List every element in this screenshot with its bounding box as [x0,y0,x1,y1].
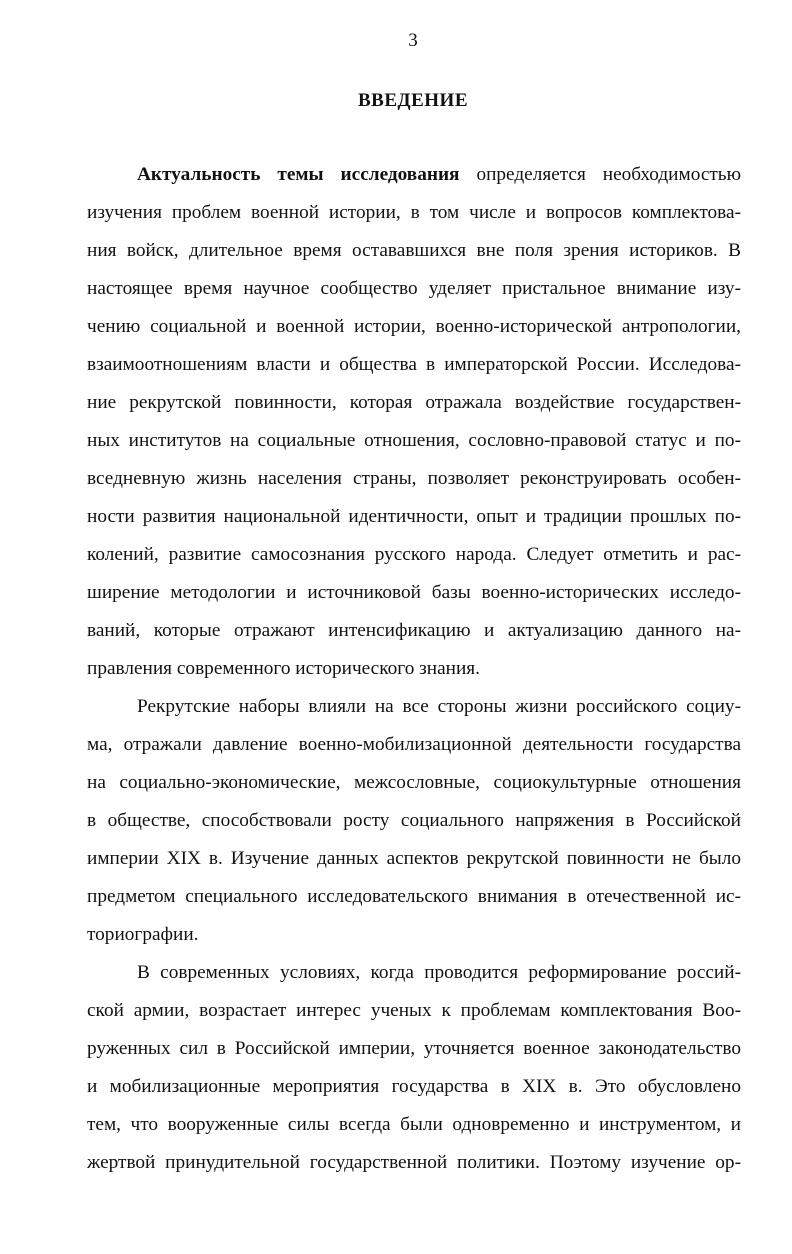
text-line: ние рекрутской повинности, которая отражала воздействие государствен- [87,392,741,413]
text-line: ности развития национальной идентичности, опыт и традиции прошлых по- [87,506,741,527]
text-line: ваний, которые отражают интенсификацию и актуализацию данного на- [87,620,741,641]
paragraph-1 [87,156,741,688]
page-number: 3 [408,30,418,51]
text-line: колений, развитие самосознания русского народа. Следует отметить и рас- [87,544,741,565]
text-line: на социально-экономические, межсословные, социокультурные отношения [87,772,741,793]
text-line: правления современного исторического знания. [87,658,480,679]
text-line [87,156,741,194]
section-heading: ВВЕДЕНИЕ [358,90,468,111]
text-line: ториографии. [87,924,199,945]
text-line: изучения проблем военной истории, в том числе и вопросов комплектова- [87,202,741,223]
text-line: и мобилизационные мероприятия государства в XIX в. Это обусловлено [87,1076,741,1097]
text-line: тем, что вооруженные силы всегда были одновременно и инструментом, и [87,1114,741,1135]
text-line: В современных условиях, когда проводится реформирование россий- [137,962,741,983]
paragraph-3 [87,954,741,1182]
text-line: в обществе, способствовали росту социального напряжения в Российской [87,810,741,831]
text-line: предметом специального исследовательского внимания в отечественной ис- [87,886,741,907]
text-line: настоящее время научное сообщество уделяет пристальное внимание изу- [87,278,741,299]
paragraph-2 [87,688,741,954]
text-line: взаимоотношениям власти и общества в императорской России. Исследова- [87,354,741,375]
text-line: ской армии, возрастает интерес ученых к проблемам комплектования Воо- [87,1000,741,1021]
text-line: ма, отражали давление военно-мобилизационной деятельности государства [87,734,741,755]
text-line: ния войск, длительное время остававшихся вне поля зрения историков. В [87,240,741,261]
text-line: вседневную жизнь населения страны, позволяет реконструировать особен- [87,468,741,489]
text-line: руженных сил в Российской империи, уточняется военное законодательство [87,1038,741,1059]
text-line: ширение методологии и источниковой базы военно-исторических исследо- [87,582,741,603]
text-line: жертвой принудительной государственной политики. Поэтому изучение ор- [87,1152,741,1173]
text-line: чению социальной и военной истории, военно-исторической антропологии, [87,316,741,337]
text-line: империи XIX в. Изучение данных аспектов рекрутской повинности не было [87,848,741,869]
line-text: определяется необходимостью [459,164,741,185]
bold-lead: Актуальность темы исследования [137,164,460,185]
text-line: ных институтов на социальные отношения, сословно-правовой статус и по- [87,430,741,451]
body-text [87,156,741,1182]
text-line: Рекрутские наборы влияли на все стороны жизни российского социу- [137,696,741,717]
